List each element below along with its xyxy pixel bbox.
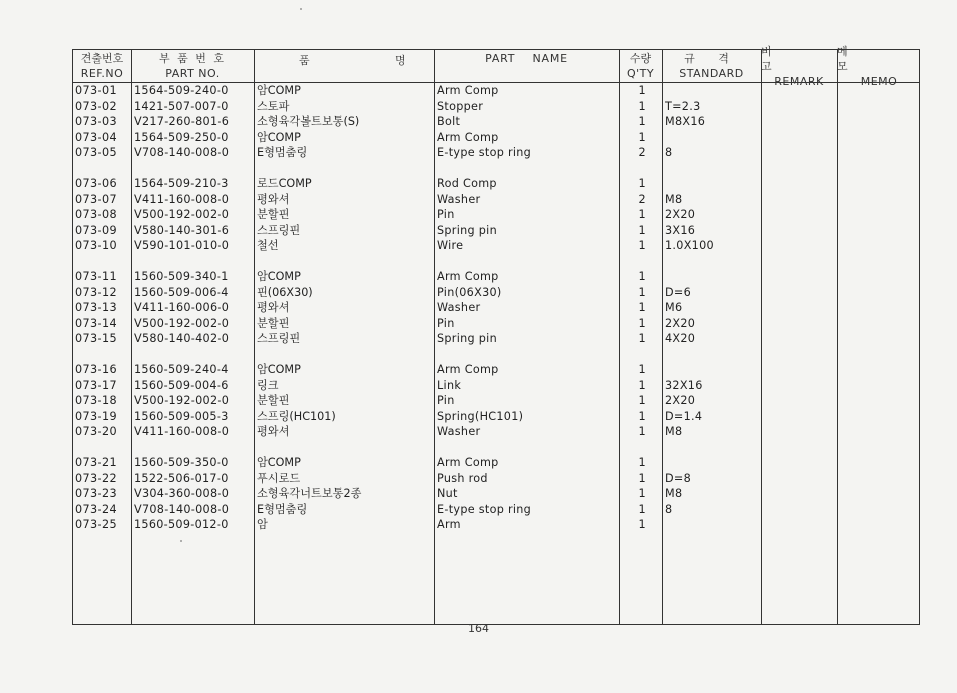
ref-no-cell: 073-22 — [75, 471, 118, 485]
qty-cell: 1 — [638, 208, 646, 221]
part-name-cell: Spring pin — [437, 332, 497, 345]
part-no-cell: V217-260-801-6 — [134, 115, 230, 128]
part-no-cell: 1560-509-004-6 — [134, 378, 229, 392]
korean-name-cell: E형멈춤링 — [257, 146, 308, 159]
table-row — [73, 223, 919, 239]
ref-no-cell: 073-12 — [75, 285, 118, 299]
standard-cell: M8 — [665, 192, 683, 206]
part-name-cell: Pin — [437, 316, 455, 330]
header-qty-ko: 수량 — [629, 52, 652, 65]
part-no-cell: 1560-509-340-1 — [134, 270, 229, 283]
part-name-cell: Washer — [437, 192, 481, 206]
korean-name-cell: 스프링핀 — [257, 332, 301, 345]
ref-no-cell: 073-16 — [75, 363, 118, 376]
standard-cell: 8 — [665, 502, 673, 516]
part-no-cell: 1522-506-017-0 — [134, 471, 229, 485]
korean-name-cell: 소형육각볼트보통(S) — [257, 115, 360, 128]
standard-cell: D=8 — [665, 471, 692, 485]
header-part-name-label: PART NAME — [485, 52, 568, 65]
table-row — [73, 207, 919, 223]
part-name-cell: Spring(HC101) — [437, 409, 524, 423]
part-no-cell: V411-160-008-0 — [134, 192, 230, 206]
ref-no-cell: 073-08 — [75, 208, 118, 221]
header-name-ko-1: 품 — [299, 54, 310, 67]
standard-cell: 4X20 — [665, 332, 696, 345]
group-spacer — [73, 347, 919, 363]
standard-cell: M6 — [665, 301, 683, 314]
ref-no-cell: 073-18 — [75, 394, 118, 407]
ref-no-cell: 073-14 — [75, 316, 118, 330]
korean-name-cell: E형멈춤링 — [257, 502, 308, 516]
ref-no-cell: 073-21 — [75, 456, 118, 469]
part-no-cell: V708-140-008-0 — [134, 146, 230, 159]
part-name-cell: Washer — [437, 425, 481, 438]
table-row — [73, 393, 919, 409]
standard-cell: D=1.4 — [665, 409, 703, 423]
part-name-cell: Stopper — [437, 99, 484, 113]
part-name-cell: Link — [437, 378, 462, 392]
qty-cell: 1 — [638, 378, 646, 392]
page-number: 164 — [468, 622, 489, 635]
korean-name-cell: 분할핀 — [257, 316, 290, 330]
qty-cell: 1 — [638, 239, 646, 252]
part-name-cell: E-type stop ring — [437, 502, 532, 516]
table-row — [73, 176, 919, 192]
table-row — [73, 316, 919, 332]
part-no-cell: 1560-509-012-0 — [134, 518, 229, 531]
header-memo-ko: 메 모 — [837, 44, 868, 73]
header-part-no — [131, 50, 254, 82]
korean-name-cell: 암 — [257, 518, 268, 531]
korean-name-cell: 암COMP — [257, 130, 301, 144]
qty-cell: 1 — [638, 394, 646, 407]
standard-cell: 3X16 — [665, 223, 696, 237]
qty-cell: 1 — [638, 301, 646, 314]
qty-cell: 1 — [638, 316, 646, 330]
header-ref-ko: 견출번호 — [80, 52, 124, 65]
qty-cell: 1 — [638, 456, 646, 469]
part-name-cell: Pin — [437, 208, 455, 221]
korean-name-cell: 암COMP — [257, 84, 301, 97]
ref-no-cell: 073-04 — [75, 130, 118, 144]
part-no-cell: V590-101-010-0 — [134, 239, 230, 252]
header-remark-ko: 비 고 — [761, 44, 792, 73]
header-qty-en: Q'TY — [626, 67, 655, 80]
header-name-ko-2: 명 — [395, 54, 406, 67]
standard-cell: D=6 — [665, 285, 692, 299]
table-row — [73, 83, 919, 99]
ref-no-cell: 073-20 — [75, 425, 118, 438]
ref-no-cell: 073-05 — [75, 146, 118, 159]
ref-no-cell: 073-10 — [75, 239, 118, 252]
group-spacer — [73, 440, 919, 456]
part-name-cell: Pin — [437, 394, 455, 407]
part-no-cell: 1560-509-240-4 — [134, 363, 229, 376]
header-std-en: STANDARD — [679, 67, 744, 80]
parts-list-table — [72, 44, 920, 625]
table-row — [73, 145, 919, 161]
qty-cell: 1 — [638, 130, 646, 144]
standard-cell: M8 — [665, 425, 683, 438]
table-row — [73, 471, 919, 487]
part-no-cell: V500-192-002-0 — [134, 316, 230, 330]
part-name-cell: Nut — [437, 487, 458, 500]
ref-no-cell: 073-25 — [75, 518, 118, 531]
part-name-cell: Arm Comp — [437, 456, 499, 469]
table-row — [73, 331, 919, 347]
korean-name-cell: 평와셔 — [257, 425, 290, 438]
table-row — [73, 130, 919, 146]
header-qty — [619, 50, 662, 82]
part-name-cell: Bolt — [437, 115, 461, 128]
header-std-ko: 규 격 — [684, 52, 739, 65]
qty-cell: 1 — [638, 471, 646, 485]
header-memo-en: MEMO — [860, 74, 898, 88]
qty-cell: 1 — [638, 177, 646, 190]
ref-no-cell: 073-13 — [75, 301, 118, 314]
ref-no-cell: 073-06 — [75, 177, 118, 190]
table-row — [73, 285, 919, 301]
ref-no-cell: 073-19 — [75, 409, 118, 423]
part-name-cell: Arm Comp — [437, 130, 499, 144]
standard-cell: 32X16 — [665, 378, 703, 392]
korean-name-cell: 스프링핀 — [257, 223, 301, 237]
qty-cell: 1 — [638, 285, 646, 299]
standard-cell: M8 — [665, 487, 683, 500]
table-row — [73, 300, 919, 316]
qty-cell: 1 — [638, 84, 646, 97]
part-no-cell: 1421-507-007-0 — [134, 99, 229, 113]
header-partno-en: PART NO. — [165, 67, 220, 80]
korean-name-cell: 스토파 — [257, 99, 290, 113]
header-partno-ko: 부 품 번 호 — [159, 52, 226, 65]
part-no-cell: 1560-509-005-3 — [134, 409, 229, 423]
table-body — [73, 83, 919, 533]
table-row — [73, 238, 919, 254]
korean-name-cell: 평와셔 — [257, 192, 290, 206]
korean-name-cell: 로드COMP — [257, 177, 312, 190]
part-name-cell: Washer — [437, 301, 481, 314]
korean-name-cell: 암COMP — [257, 456, 301, 469]
header-remark — [761, 44, 837, 88]
part-name-cell: Wire — [437, 239, 464, 252]
header-part-name — [434, 50, 619, 83]
part-no-cell: V411-160-008-0 — [134, 425, 230, 438]
table-row — [73, 99, 919, 115]
part-no-cell: 1564-509-210-3 — [134, 177, 229, 190]
ref-no-cell: 073-02 — [75, 99, 118, 113]
korean-name-cell: 분할핀 — [257, 394, 290, 407]
header-ref-en: REF.NO — [80, 67, 124, 80]
ref-no-cell: 073-01 — [75, 84, 118, 97]
part-name-cell: Arm Comp — [437, 270, 499, 283]
table-row — [73, 517, 919, 533]
standard-cell: 1.0X100 — [665, 239, 714, 252]
table-row — [73, 362, 919, 378]
qty-cell: 1 — [638, 409, 646, 423]
qty-cell: 2 — [638, 192, 646, 206]
part-name-cell: Pin(06X30) — [437, 285, 502, 299]
ref-no-cell: 073-11 — [75, 270, 118, 283]
part-name-cell: Arm Comp — [437, 84, 499, 97]
part-name-cell: Push rod — [437, 471, 488, 485]
group-spacer — [73, 161, 919, 177]
ref-no-cell: 073-23 — [75, 487, 118, 500]
table-row — [73, 502, 919, 518]
part-no-cell: V500-192-002-0 — [134, 394, 230, 407]
part-no-cell: 1560-509-350-0 — [134, 456, 229, 469]
part-name-cell: Spring pin — [437, 223, 497, 237]
qty-cell: 1 — [638, 270, 646, 283]
korean-name-cell: 평와셔 — [257, 301, 290, 314]
standard-cell: 2X20 — [665, 208, 696, 221]
standard-cell: 2X20 — [665, 394, 696, 407]
part-name-cell: Rod Comp — [437, 177, 497, 190]
header-remark-en: REMARK — [774, 74, 824, 88]
ref-no-cell: 073-07 — [75, 192, 118, 206]
korean-name-cell: 푸시로드 — [257, 471, 301, 485]
korean-name-cell: 스프링(HC101) — [257, 409, 336, 423]
qty-cell: 1 — [638, 487, 646, 500]
scan-speck — [300, 8, 302, 10]
korean-name-cell: 암COMP — [257, 363, 301, 376]
qty-cell: 1 — [638, 363, 646, 376]
part-name-cell: Arm Comp — [437, 363, 499, 376]
part-no-cell: V580-140-301-6 — [134, 223, 230, 237]
table-row — [73, 378, 919, 394]
korean-name-cell: 핀(06X30) — [257, 285, 313, 299]
qty-cell: 2 — [638, 146, 646, 159]
table-row — [73, 192, 919, 208]
table-row — [73, 455, 919, 471]
ref-no-cell: 073-24 — [75, 502, 118, 516]
korean-name-cell: 철선 — [257, 239, 279, 252]
table-row — [73, 114, 919, 130]
korean-name-cell: 소형육각너트보통2종 — [257, 487, 362, 500]
group-spacer — [73, 254, 919, 270]
qty-cell: 1 — [638, 425, 646, 438]
qty-cell: 1 — [638, 115, 646, 128]
ref-no-cell: 073-15 — [75, 332, 118, 345]
part-no-cell: V708-140-008-0 — [134, 502, 230, 516]
standard-cell: T=2.3 — [665, 99, 701, 113]
standard-cell: M8X16 — [665, 115, 706, 128]
table-row — [73, 269, 919, 285]
korean-name-cell: 암COMP — [257, 270, 301, 283]
scan-speck — [180, 540, 182, 542]
qty-cell: 1 — [638, 223, 646, 237]
header-ref — [73, 50, 131, 82]
part-name-cell: E-type stop ring — [437, 146, 532, 159]
qty-cell: 1 — [638, 502, 646, 516]
part-no-cell: V580-140-402-0 — [134, 332, 230, 345]
korean-name-cell: 링크 — [257, 378, 279, 392]
qty-cell: 1 — [638, 332, 646, 345]
header-memo — [837, 44, 921, 88]
qty-cell: 1 — [638, 518, 646, 531]
part-no-cell: V304-360-008-0 — [134, 487, 230, 500]
standard-cell: 2X20 — [665, 316, 696, 330]
table-row — [73, 486, 919, 502]
part-no-cell: V411-160-006-0 — [134, 301, 230, 314]
standard-cell: 8 — [665, 146, 673, 159]
ref-no-cell: 073-03 — [75, 115, 118, 128]
ref-no-cell: 073-09 — [75, 223, 118, 237]
korean-name-cell: 분할핀 — [257, 208, 290, 221]
table-row — [73, 424, 919, 440]
part-no-cell: 1564-509-240-0 — [134, 84, 229, 97]
table-row — [73, 409, 919, 425]
part-no-cell: 1564-509-250-0 — [134, 130, 229, 144]
header-standard — [662, 50, 761, 82]
ref-no-cell: 073-17 — [75, 378, 118, 392]
part-name-cell: Arm — [437, 518, 461, 531]
part-no-cell: 1560-509-006-4 — [134, 285, 229, 299]
qty-cell: 1 — [638, 99, 646, 113]
part-no-cell: V500-192-002-0 — [134, 208, 230, 221]
